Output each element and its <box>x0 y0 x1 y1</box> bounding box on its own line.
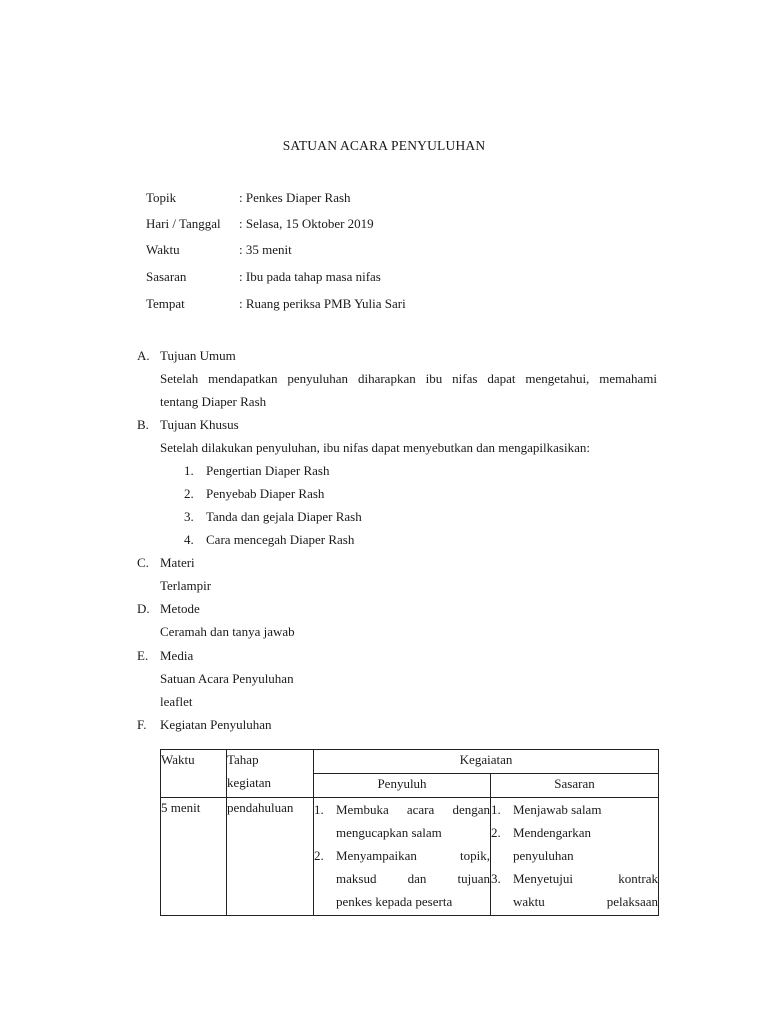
list-number: 2. <box>314 848 324 863</box>
header-text: kegiatan <box>227 775 272 790</box>
section-letter: D. <box>137 601 150 616</box>
list-text-line: Menjawab salam <box>513 802 602 817</box>
section-title: Media <box>160 648 194 663</box>
header-text: Penyuluh <box>377 776 427 791</box>
list-number: 1. <box>491 802 501 817</box>
list-text-line: Menyampaikan topik, <box>336 848 490 863</box>
list-number: 2. <box>491 825 501 840</box>
list-text-line: Membuka acara dengan <box>336 802 490 817</box>
list-item <box>491 821 658 867</box>
header-waktu <box>161 750 227 798</box>
list-text: Tanda dan gejala Diaper Rash <box>206 509 362 524</box>
list-text-line: penyuluhan <box>513 848 574 863</box>
info-label: Waktu <box>146 242 180 257</box>
list-text: Penyebab Diaper Rash <box>206 486 325 501</box>
cell-waktu <box>161 798 227 916</box>
info-value: : Selasa, 15 Oktober 2019 <box>239 216 374 231</box>
cell-text: pendahuluan <box>227 800 294 815</box>
info-label: Sasaran <box>146 269 187 284</box>
list-number: 1. <box>314 802 324 817</box>
list-number: 2. <box>184 486 194 501</box>
section-letter: E. <box>137 648 149 663</box>
section-a-text-line: tentang Diaper Rash <box>160 394 267 409</box>
header-text: Kegaiatan <box>459 752 513 767</box>
header-sasaran <box>491 774 659 798</box>
section-d-text-line: Ceramah dan tanya jawab <box>160 624 295 639</box>
list-number: 3. <box>491 871 501 886</box>
list-text-line: waktu pelaksaan <box>513 894 659 909</box>
section-title: Kegiatan Penyuluhan <box>160 717 272 732</box>
list-text-line: Mendengarkan <box>513 825 591 840</box>
section-letter: B. <box>137 417 149 432</box>
cell-penyuluh <box>314 798 491 916</box>
section-e-text-line: leaflet <box>160 694 193 709</box>
header-text: Sasaran <box>554 776 595 791</box>
section-e-text-line: Satuan Acara Penyuluhan <box>160 671 294 686</box>
info-value: : Ruang periksa PMB Yulia Sari <box>239 296 406 311</box>
info-label: Hari / Tanggal <box>146 216 221 231</box>
list-item <box>491 798 658 821</box>
section-title: Tujuan Umum <box>160 348 236 363</box>
list-text-line: Menyetujui kontrak <box>513 871 659 886</box>
activity-table <box>160 749 659 916</box>
document-title: SATUAN ACARA PENYULUHAN <box>282 138 486 153</box>
section-a-text-line: Setelah mendapatkan penyuluhan diharapkan ibu nifas dapat mengetahui, memahami <box>160 371 657 386</box>
list-item <box>314 798 490 844</box>
section-title: Metode <box>160 601 200 616</box>
section-b-intro: Setelah dilakukan penyuluhan, ibu nifas dapat menyebutkan dan mengapilkasikan: <box>160 440 590 455</box>
cell-tahap <box>227 798 314 916</box>
info-value: : Ibu pada tahap masa nifas <box>239 269 381 284</box>
list-number: 1. <box>184 463 194 478</box>
list-text-line: penkes kepada peserta <box>336 894 453 909</box>
header-text: Waktu <box>161 752 195 767</box>
cell-text: 5 menit <box>161 800 201 815</box>
header-text: Tahap <box>227 752 259 767</box>
table-row <box>161 798 659 916</box>
section-c-text-line: Terlampir <box>160 578 212 593</box>
info-label: Topik <box>146 190 177 205</box>
section-letter: A. <box>137 348 150 363</box>
info-label: Tempat <box>146 296 185 311</box>
list-item <box>491 867 658 913</box>
info-value: : Penkes Diaper Rash <box>239 190 351 205</box>
list-number: 3. <box>184 509 194 524</box>
section-title: Materi <box>160 555 195 570</box>
cell-sasaran <box>491 798 659 916</box>
section-letter: F. <box>137 717 147 732</box>
section-letter: C. <box>137 555 149 570</box>
list-text: Pengertian Diaper Rash <box>206 463 330 478</box>
list-text-line: maksud dan tujuan <box>336 871 490 886</box>
list-item <box>314 844 490 913</box>
header-penyuluh <box>314 774 491 798</box>
list-text: Cara mencegah Diaper Rash <box>206 532 355 547</box>
section-title: Tujuan Khusus <box>160 417 239 432</box>
header-tahap-kegiatan <box>227 750 314 798</box>
info-value: : 35 menit <box>239 242 292 257</box>
list-text-line: mengucapkan salam <box>336 825 442 840</box>
header-kegiatan <box>314 750 659 774</box>
list-number: 4. <box>184 532 194 547</box>
table-header-row <box>161 750 659 774</box>
